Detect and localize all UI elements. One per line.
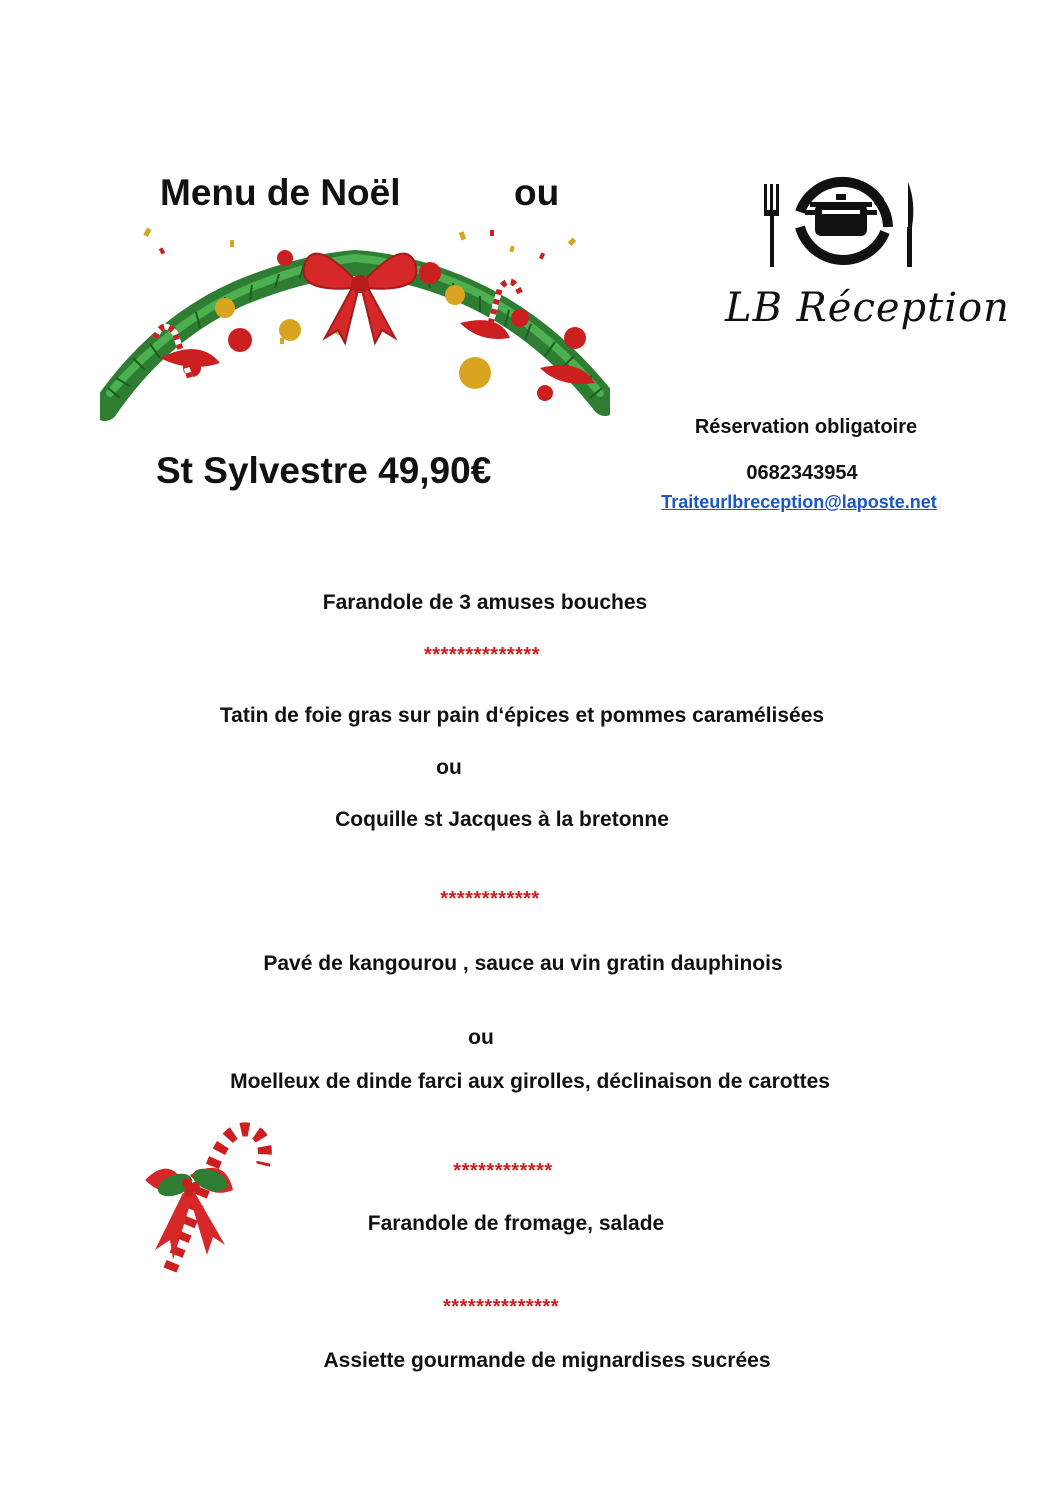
menu-item-main-2: Moelleux de dinde farci aux girolles, déclinaison de carottes [230,1070,830,1093]
cooking-pot-icon [805,194,877,236]
logo-emblem [760,172,920,272]
menu-item-dessert: Assiette gourmande de mignardises sucrées [323,1349,771,1372]
christmas-garland-image [100,218,610,433]
logo-brand-name: LB Réception [725,285,1010,331]
menu-item-main-1: Pavé de kangourou , sauce au vin gratin dauphinois [263,952,783,975]
menu-item-amuse: Farandole de 3 amuses bouches [322,591,648,614]
reservation-notice: Réservation obligatoire [694,416,918,438]
fork-icon [764,184,779,267]
candy-cane-image [115,1115,275,1277]
separator-3: ************ [453,1160,553,1182]
knife-icon [907,182,913,267]
menu-main-or: ou [468,1026,494,1049]
separator-2: ************ [440,888,540,910]
separator-1: ************** [424,644,540,666]
title-menu-de-noel: Menu de Noël [160,172,401,213]
title-or: ou [514,172,560,213]
menu-item-cheese: Farandole de fromage, salade [367,1212,665,1235]
menu-item-starter-1: Tatin de foie gras sur pain d‘épices et pommes caramélisées [219,704,825,727]
menu-item-starter-2: Coquille st Jacques à la bretonne [335,808,669,831]
title-st-sylvestre-price: St Sylvestre 49,90€ [156,450,492,491]
menu-starter-or: ou [436,756,462,779]
email-link[interactable]: Traiteurlbreception@laposte.net [661,492,937,512]
phone-number: 0682343954 [746,462,858,484]
separator-4: ************** [443,1296,559,1318]
